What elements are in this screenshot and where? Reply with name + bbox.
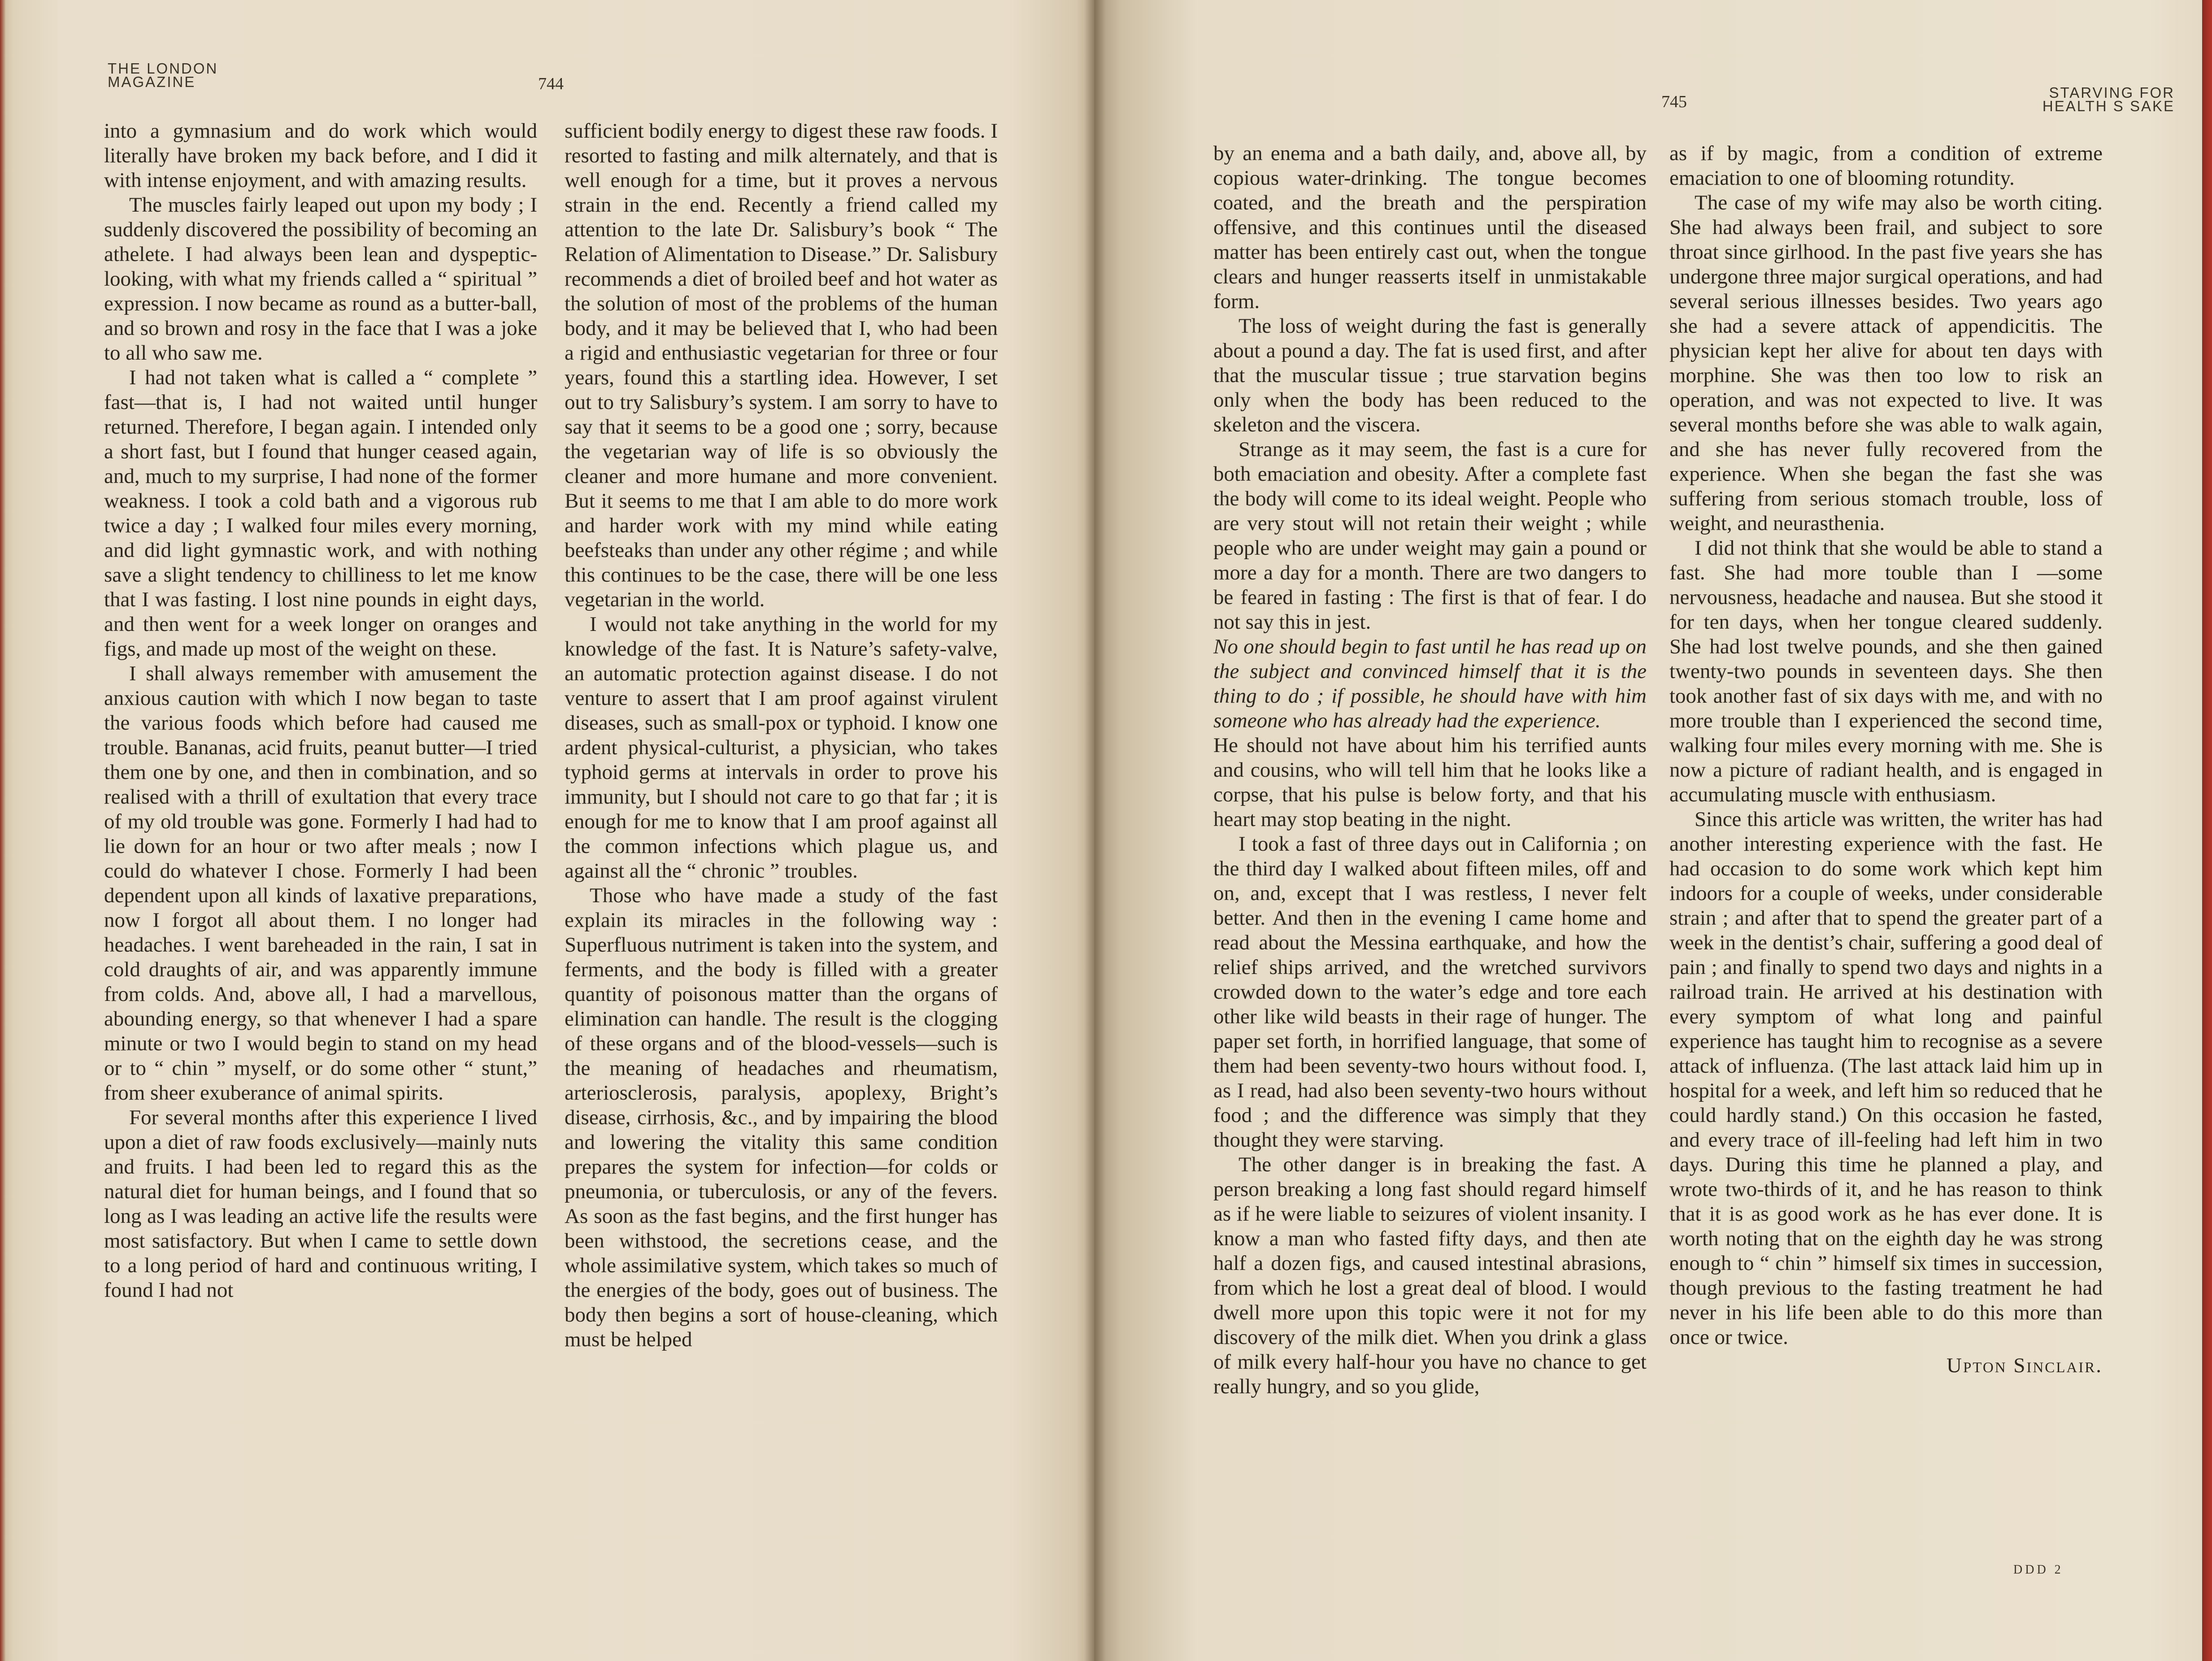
paragraph: For several months after this experience I lived upon a diet of raw foods exclusively—mainly nuts and fruits. I had been led to regard this as the natural diet for human beings, and I found that so long as I was leading an active life the results were most satisfactory. But when I came to settle down to a long period of hard and continuous writing, I found I had not: [104, 1106, 537, 1302]
paragraph: The loss of weight during the fast is generally about a pound a day. The fat is used first, and after that the muscular tissue ; true starvation begins only when the body has been reduced to the skeleton and the viscera.: [1213, 314, 1647, 436]
paragraph: I took a fast of three days out in California ; on the third day I walked about fifteen miles, off and on, and, except that I was restless, I never felt better. And then in the evening I came home and read about the Messina earthquake, and how the relief ships arrived, and the wretched survivors crowded down to the water’s edge and tore each other like wild beasts in their rage of hunger. The paper set forth, in horrified language, that some of them had been seventy-two hours without food. I, as I read, had also been seventy-two hours without food ; and the difference was simply that they thought they were starving.: [1213, 832, 1647, 1152]
running-head-line: STARVING FOR: [2049, 84, 2175, 101]
right-column-2: [1669, 141, 2103, 1378]
paragraph: The case of my wife may also be worth citing. She had always been frail, and subject to sore throat since girlhood. In the past five years she has undergone three major surgical operations, and had several serious illnesses besides. Two years ago she had a severe attack of appendicitis. The physician kept her alive for about ten days with morphine. She was then too low to risk an operation, and was not expected to live. It was several months before she was able to walk again, and she has never fully recovered from the experience. When she began the fast she was suffering from serious stomach trouble, loss of weight, and neurasthenia.: [1669, 191, 2103, 535]
paragraph: Strange as it may seem, the fast is a cure for both emaciation and obesity. After a complete fast the body will come to its ideal weight. People who are very stout will not retain their weight ; while people who are under weight may gain a pound or more a day for a month. There are two dangers to be feared in fasting : The first is that of fear. I do not say this in jest.: [1213, 438, 1647, 634]
running-head-line: MAGAZINE: [108, 74, 196, 90]
book-gutter: [1084, 0, 1106, 1661]
running-head-line: THE LONDON: [108, 60, 218, 77]
left-page-edge: [0, 0, 5, 1661]
left-page: [0, 0, 1094, 1661]
paragraph: by an enema and a bath daily, and, above all, by copious water-drinking. The tongue becomes coated, and the breath and the perspiration offensive, and this continues until the diseased matter has been entirely cast out, when the tongue clears and hunger reasserts itself in unmistakable form.: [1213, 142, 1647, 313]
paragraph: The other danger is in breaking the fast. A person breaking a long fast should regard himself as if he were liable to seizures of violent insanity. I know a man who fasted fifty days, and then ate half a dozen figs, and caused intestinal abrasions, from which he lost a great deal of blood. I would dwell more upon this topic were it not for my discovery of the milk diet. When you drink a glass of milk every half-hour you have no chance to get really hungry, and so you glide,: [1213, 1153, 1647, 1398]
right-page-number: 745: [1661, 92, 1687, 111]
right-page-edge: [2202, 0, 2212, 1661]
left-running-head: [108, 62, 218, 89]
paragraph: I shall always remember with amusement the anxious caution with which I now began to taste the various foods which before had caused me trouble. Bananas, acid fruits, peanut butter—I tried them one by one, and then in combination, and so realised with a thrill of exultation that every trace of my old trouble was gone. Formerly I had had to lie down for an hour or two after meals ; now I could do whatever I chose. Formerly I had been dependent upon all kinds of laxative preparations, now I forgot all about them. I no longer had headaches. I went bareheaded in the rain, I sat in cold draughts of air, and was apparently immune from colds. And, above all, I had a marvellous, abounding energy, so that whenever I had a spare minute or two I would begin to stand on my head or to “ chin ” myself, or do some other “ stunt,” from sheer exuberance of animal spirits.: [104, 662, 537, 1104]
paragraph: I had not taken what is called a “ complete ” fast—that is, I had not waited until hunger returned. Therefore, I began again. I intended only a short fast, but I found that hunger ceased again, and, much to my surprise, I had none of the former weakness. I took a cold bath and a vigorous rub twice a day ; I walked four miles every morning, and did light gymnastic work, and with nothing save a slight tendency to chilliness to let me know that I was fasting. I lost nine pounds in eight days, and then went for a week longer on oranges and figs, and made up most of the weight on these.: [104, 366, 537, 661]
paragraph: I would not take anything in the world for my knowledge of the fast. It is Nature’s safety-valve, an automatic protection against disease. I do not venture to assert that I am proof against virulent diseases, such as small-pox or typhoid. I know one ardent physical-culturist, a physician, who takes typhoid germs at intervals in order to prove his immunity, but I should not care to go that far ; it is enough for me to know that I am proof against all the common infections which plague us, and against all the “ chronic ” troubles.: [565, 613, 998, 883]
paragraph: No one should begin to fast until he has read up on the subject and convinced himself that it is the thing to do ; if possible, he should have with him someone who has already had the experience.: [1213, 635, 1647, 732]
left-page-number: 744: [538, 74, 564, 93]
paragraph: as if by magic, from a condition of extreme emaciation to one of blooming rotundity.: [1669, 142, 2103, 190]
left-column-2: [565, 119, 998, 1352]
running-head-line: HEALTH S SAKE: [2042, 98, 2175, 114]
paragraph: I did not think that she would be able to stand a fast. She had more touble than I —some nervousness, headache and nausea. But she stood it for ten days, when her tongue cleared suddenly. She had lost twelve pounds, and she then gained twenty-two pounds in seventeen days. She then took another fast of six days with me, and with no more trouble than I experienced the second time, walking four miles every morning with me. She is now a picture of radiant health, and is engaged in accumulating muscle with enthusiasm.: [1669, 536, 2103, 806]
paragraph: The muscles fairly leaped out upon my body ; I suddenly discovered the possibility of becoming an athelete. I had always been lean and dyspeptic-looking, with what my friends called a “ spiritual ” expression. I now became as round as a butter-ball, and so brown and rosy in the face that I was a joke to all who saw me.: [104, 193, 537, 365]
paragraph: Since this article was written, the writer has had another interesting experience with the fast. He had occasion to do some work which kept him indoors for a couple of weeks, under considerable strain ; and after that to spend the greater part of a week in the dentist’s chair, suffering a good deal of pain ; and finally to spend two days and nights in a railroad train. He arrived at his destination with every symptom of what long and painful experience has taught him to recognise as a severe attack of influenza. (The last attack laid him up in hospital for a week, and left him so reduced that he could hardly stand.) On this occasion he fasted, and every trace of ill-feeling had left him in two days. During this time he planned a play, and wrote two-thirds of it, and he has reason to think that it is as good work as he has ever done. It is worth noting that on the eighth day he was strong enough to “ chin ” himself six times in succession, though previous to the fasting treatment he had never in his life been able to do this more than once or twice.: [1669, 808, 2103, 1349]
signature-mark: DDD 2: [2013, 1563, 2064, 1577]
author-signature: Upton Sinclair.: [1947, 1354, 2103, 1377]
right-running-head: [1973, 86, 2175, 113]
paragraph: He should not have about him his terrified aunts and cousins, who will tell him that he looks like a corpse, that his pulse is below forty, and that his heart may stop beating in the night.: [1213, 734, 1647, 831]
paragraph: into a gymnasium and do work which would literally have broken my back before, and I did it with intense enjoyment, and with amazing results.: [104, 119, 537, 192]
left-column-1: [104, 119, 537, 1303]
paragraph: Those who have made a study of the fast explain its miracles in the following way : Superfluous nutriment is taken into the system, and ferments, and the body is filled with a greater quantity of poisonous matter than the organs of elimination can handle. The result is the clogging of these organs and of the blood-vessels—such is the meaning of headaches and rheumatism, arteriosclerosis, paralysis, apoplexy, Bright’s disease, cirrhosis, &c., and by impairing the blood and lowering the vitality this same condition prepares the system for infection—for colds or pneumonia, or tuberculosis, or any of the fevers. As soon as the fast begins, and the first hunger has been withstood, the secretions cease, and the whole assimilative system, which takes so much of the energies of the body, goes out of business. The body then begins a sort of house-cleaning, which must be helped: [565, 884, 998, 1351]
paragraph: sufficient bodily energy to digest these raw foods. I resorted to fasting and milk alternately, and that is well enough for a time, but it proves a nervous strain in the end. Recently a friend called my attention to the late Dr. Salisbury’s book “ The Relation of Alimentation to Disease.” Dr. Salisbury recommends a diet of broiled beef and hot water as the solution of most of the problems of the human body, and it may be believed that I, who had been a rigid and enthusiastic vegetarian for three or four years, found this a startling idea. However, I set out to try Salisbury’s system. I am sorry to have to say that it seems to be a good one ; sorry, because the vegetarian way of life is so obviously the cleaner and more humane and more convenient. But it seems to me that I am able to do more work and harder work with my mind while eating beefsteaks than under any other régime ; and while this continues to be the case, there will be one less vegetarian in the world.: [565, 119, 998, 611]
right-column-1: [1213, 141, 1647, 1399]
